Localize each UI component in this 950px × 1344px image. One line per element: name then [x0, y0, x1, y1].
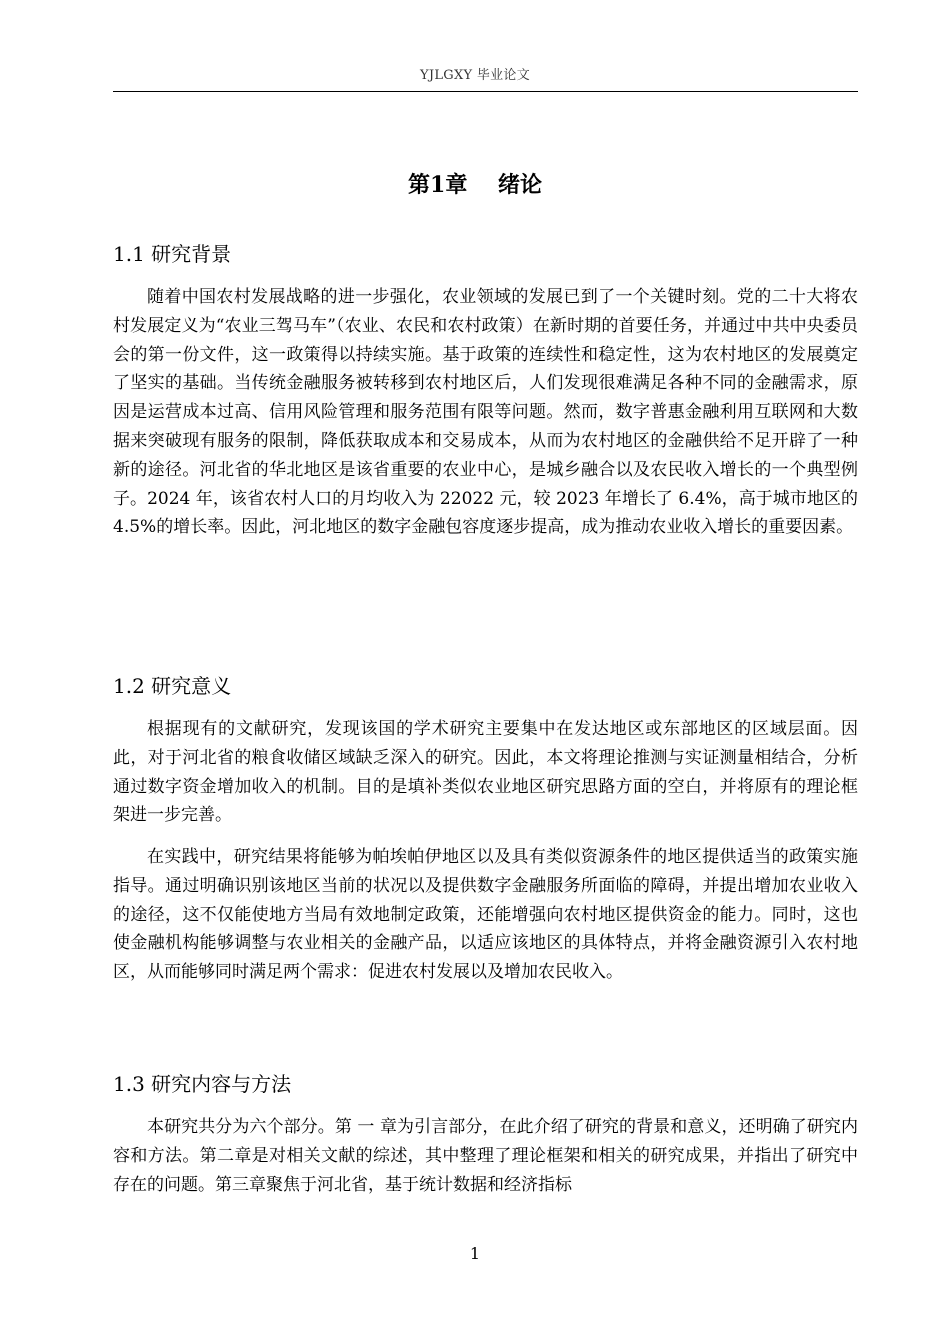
chapter-title: 第1章 绪论 [408, 172, 542, 198]
header-divider [113, 91, 858, 92]
section-1-2-paragraph-1: 根据现有的文献研究，发现该国的学术研究主要集中在发达地区或东部地区的区域层面。因此，对于河北省的粮食收储区域缺乏深入的研究。因此，本文将理论推测与实证测量相结合，分析通过数字资金增加收入的机制。目的是填补类似农业地区研究思路方面的空白，并将原有的理论框架进一步完善。 [113, 719, 858, 826]
page-number: 1 [469, 1244, 481, 1263]
section-heading-1-1: 1.1 研究背景 [113, 242, 232, 266]
section-1-1-paragraph-1: 随着中国农村发展战略的进一步强化，农业领域的发展已到了一个关键时刻。党的二十大将农村发展定义为“农业三驾马车”（农业、农民和农村政策）在新时期的首要任务，并通过中共中央委员会的第一份文件，这一政策得以持续实施。基于政策的连续性和稳定性，这为农村地区的发展奠定了坚实的基础。当传统金融服务被转移到农村地区后，人们发现很难满足各种不同的金融需求，原因是运营成本过高、信用风险管理和服务范围有限等问题。然而，数字普惠金融利用互联网和大数据来突破现有服务的限制，降低获取成本和交易成本，从而为农村地区的金融供给不足开辟了一种新的途径。河北省的华北地区是该省重要的农业中心，是城乡融合以及农民收入增长的一个典型例子。2024 年，该省农村人口的月均收入为 22022 元，较 2023 年增长了 6.4%，高于城市地区的 4.5%的增长率。因此，河北地区的数字金融包容度逐步提高，成为推动农业收入增长的重要因素。 [113, 287, 858, 538]
section-heading-1-2: 1.2 研究意义 [113, 674, 232, 698]
section-1-2-paragraph-2: 在实践中，研究结果将能够为帕埃帕伊地区以及具有类似资源条件的地区提供适当的政策实施指导。通过明确识别该地区当前的状况以及提供数字金融服务所面临的障碍，并提出增加农业收入的途径，这不仅能使地方当局有效地制定政策，还能增强向农村地区提供资金的能力。同时，这也使金融机构能够调整与农业相关的金融产品，以适应该地区的具体特点，并将金融资源引入农村地区，从而能够同时满足两个需求：促进农村发展以及增加农民收入。 [113, 847, 858, 983]
running-header-title: YJLGXY 毕业论文 [419, 68, 531, 83]
section-heading-1-3: 1.3 研究内容与方法 [113, 1072, 292, 1096]
section-1-3-paragraph-1: 本研究共分为六个部分。第 一 章为引言部分，在此介绍了研究的背景和意义，还明确了研究内容和方法。第二章是对相关文献的综述，其中整理了理论框架和相关的研究成果，并指出了研究中存在的问题。第三章聚焦于河北省，基于统计数据和经济指标 [113, 1117, 858, 1195]
